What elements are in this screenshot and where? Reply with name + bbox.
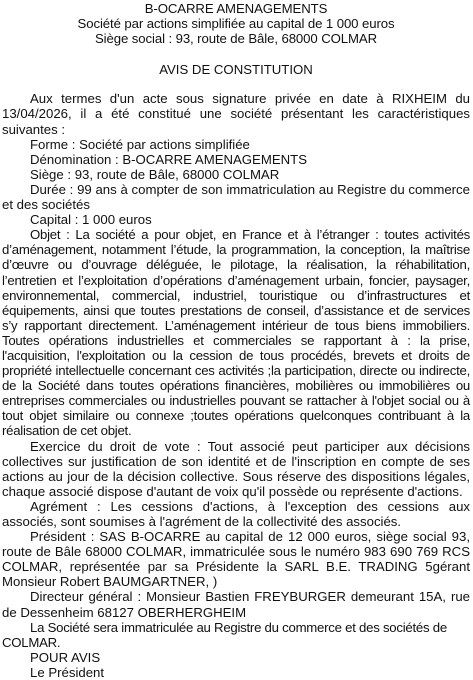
agrement-paragraph: Agrément : Les cessions d'actions, à l'exception des cessions aux associés, sont soumises à l'agrément de la collectivité des associés. (2, 498, 470, 529)
capital-line: Capital : 1 000 euros (30, 212, 152, 228)
characteristics-list (2, 137, 470, 182)
intro-paragraph: Aux termes d'un acte sous signature privée en date à RIXHEIM du 13/04/2026, il a été constitué une société présentant les caractéristiques suivantes : (2, 91, 470, 137)
company-name: B-OCARRE AMENAGEMENTS (144, 1, 328, 16)
droit-de-vote-paragraph: Exercice du droit de vote : Tout associé peut participer aux décisions collectives sur justification de son identité et de l'inscription en compte de ses actions au jour de la décision collective. Sous réserve des dispositions légales, chaque associé dispose d'autant de voix qu'il possède ou représente d'actions. (2, 438, 470, 499)
notice-header (2, 1, 470, 46)
forme-line: Forme : Société par actions simplifiée (30, 136, 250, 152)
notice-title: AVIS DE CONSTITUTION (159, 62, 313, 78)
objet-paragraph: Objet : La société a pour objet, en France et à l’étranger : toutes activités d’aménagement, notamment l’étude, la programmation, la conception, la maîtrise d’œuvre ou d’ouvrage déléguée, le pilotage, la réalisation, la réhabilitation, l’entretien et l’exploitation d’opérations d’aménagement urbain, foncier, paysager, environnemental, commercial, industriel, touristique ou d’infrastructures et équipements, ainsi que toutes prestations de conseil, d’assistance et de services s’y rapportant directement. L’aménagement intérieur de tous biens immobiliers. Toutes opérations industrielles et commerciales se rapportant à : la prise, l'acquisition, l'exploitation ou la cession de tous procédés, brevets et droits de propriété intellectuelle concernant ces activités ;la participation, directe ou indirecte, de la Société dans toutes opérations financières, mobilières ou immobilières ou entreprises commerciales ou industrielles pouvant se rattacher à l'objet social ou à tout objet similaire ou connexe ;toutes opérations quelconques contribuant à la réalisation de cet objet. (2, 227, 470, 439)
signatory: Le Président (30, 664, 105, 680)
directeur-general-paragraph: Directeur général : Monsieur Bastien FREYBURGER demeurant 15A, rue de Dessenheim 68127 OBERHERGHEIM (2, 589, 470, 620)
closing-block (2, 650, 470, 680)
siege-line: Siège : 93, route de Bâle, 68000 COLMAR (30, 166, 280, 182)
immatriculation-paragraph: La Société sera immatriculée au Registre du commerce et des sociétés de COLMAR. (2, 619, 447, 650)
registered-office: Siège social : 93, route de Bâle, 68000 COLMAR (94, 31, 378, 47)
duree-paragraph: Durée : 99 ans à compter de son immatriculation au Registre du commerce et des sociétés (2, 181, 470, 213)
legal-notice (2, 1, 470, 680)
company-form: Société par actions simplifiée au capital de 1 000 euros (77, 16, 395, 32)
pour-avis: POUR AVIS (30, 649, 101, 665)
capital-block (2, 212, 470, 227)
denomination-line: Dénomination : B-OCARRE AMENAGEMENTS (30, 151, 308, 167)
president-paragraph: Président : SAS B-OCARRE au capital de 12 000 euros, siège social 93, route de Bâle 68000 COLMAR, immatriculée sous le numéro 983 690 769 RCS COLMAR, représentée par sa Présidente la SARL B.E. TRADING 5gérant Monsieur Robert BAUMGARTNER, ) (2, 529, 470, 590)
